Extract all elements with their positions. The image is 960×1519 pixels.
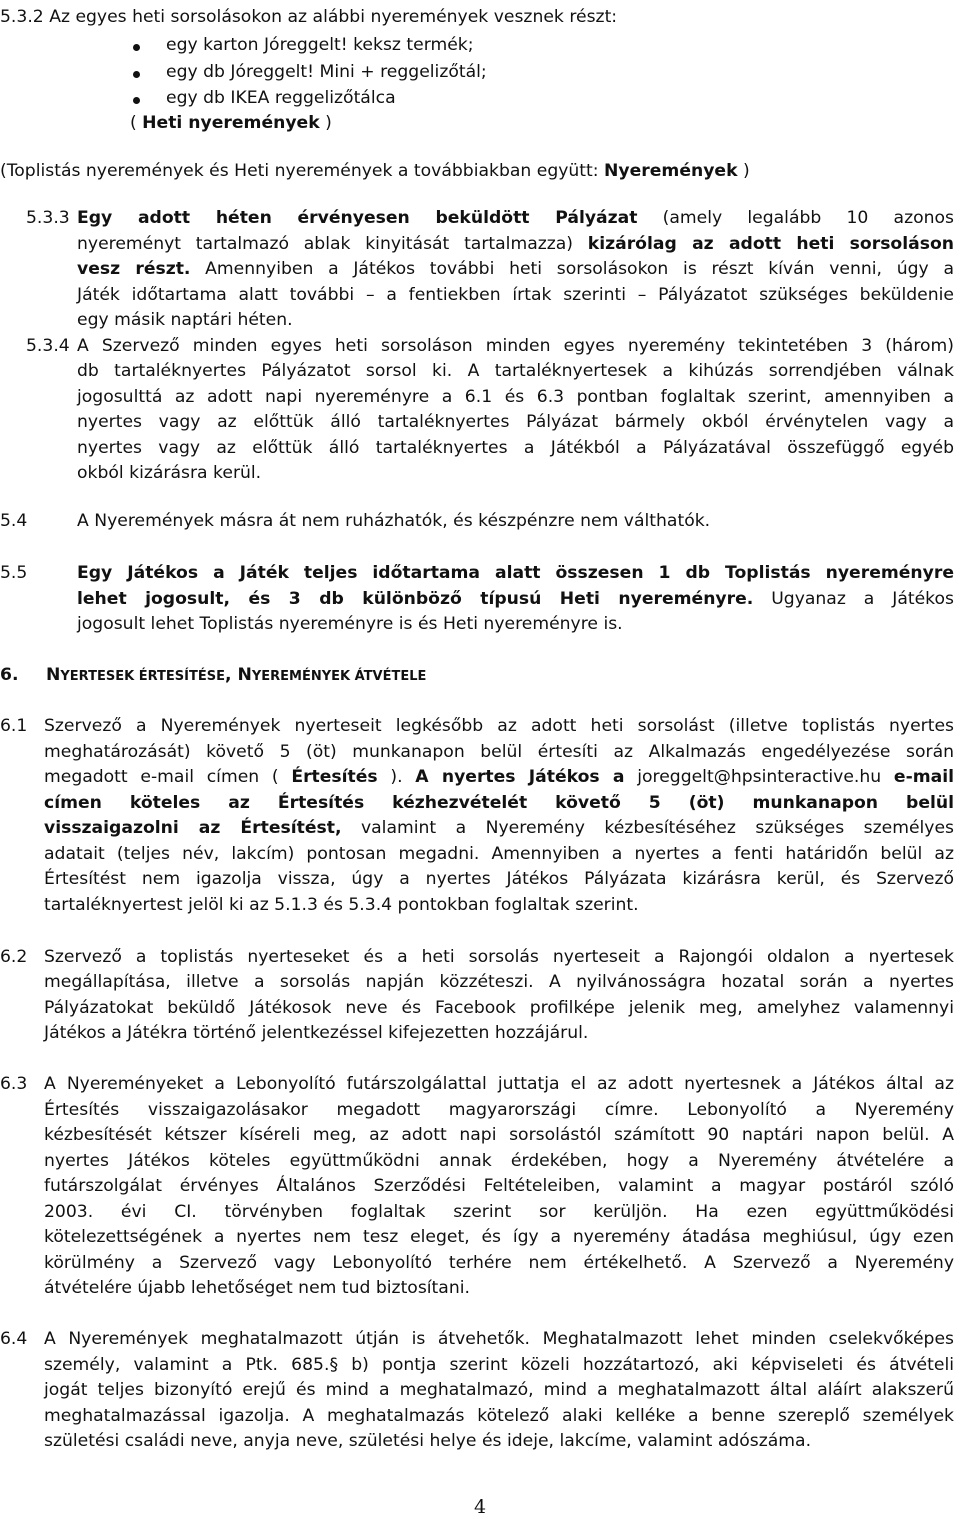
paragraph-line: Értesítést nem igazolja vissza, úgy a nyertes Játékos Pályázata kizárásra kerül, és Szervező <box>44 869 954 889</box>
paragraph-line: adatait (teljes név, lakcím) pontosan megadni. Amennyiben a nyertes a fenti határidőn belül az <box>44 844 954 864</box>
paragraph-line: A Szervező minden egyes heti sorsoláson minden egyes nyeremény tekintetében 3 (három) <box>77 336 954 356</box>
bullet-icon <box>133 44 140 51</box>
section-number: 6.3 <box>0 1074 28 1094</box>
paragraph-line: db tartaléknyertes Pályázatot sorsol ki. A tartaléknyertesek a kihúzás sorrendjében válnak <box>77 361 954 381</box>
paragraph-line: tartaléknyertest jelöl ki az 5.1.3 és 5.3.4 pontokban foglaltak szerint. <box>44 895 639 915</box>
section-number: 6.1 <box>0 716 28 736</box>
nyeremenyek-definition: (Toplistás nyeremények és Heti nyeremények a továbbiakban együtt: Nyeremények ) <box>0 161 750 181</box>
section-number: 5.3.4 <box>26 336 70 356</box>
paragraph-line: jogosulttá az adott napi nyereményre a 6.1 és 6.3 pontban foglaltak szerint, amennyiben a <box>77 387 954 407</box>
section-number: 5.4 <box>0 511 28 531</box>
section-number: 6. <box>0 665 19 685</box>
page-number: 4 <box>473 1496 487 1518</box>
paragraph-line: meghatalmazással igazolja. A meghatalmazás kötelező alaki kelléke a benne szereplő személyek <box>44 1406 954 1426</box>
paragraph-line: Pályázatokat beküldő Játékosok neve és Facebook profilképe jelenik meg, amelyhez valamennyi <box>44 998 954 1018</box>
paragraph-line: személy, valamint a Ptk. 685.§ b) pontja szerint közeli hozzátartozó, aki képviseleti és átvételi <box>44 1355 954 1375</box>
paragraph-line: Játékos a Játékra történő jelentkezéssel kifejezetten hozzájárul. <box>44 1023 589 1043</box>
paragraph-line: kötelezettségének a nyertes nem tesz eleget, és így a nyeremény átadása meghiúsul, úgy ezen <box>44 1227 954 1247</box>
paragraph-line: lehet jogosult, és 3 db különböző típusú Heti nyereményre. Ugyanaz a Játékos <box>77 589 954 609</box>
paragraph-line: meghatározását) követő 5 (öt) munkanapon belül értesíti az Alkalmazás engedélyezése során <box>44 742 954 762</box>
paragraph-line: Értesítés visszaigazolásakor megadott magyarországi címre. Lebonyolító a Nyeremény <box>44 1100 954 1120</box>
paragraph-line: nyertes vagy az előttük álló tartaléknyertes Pályázat bármely okból érvénytelen vagy a <box>77 412 954 432</box>
paragraph-line: A Nyeremények meghatalmazott útján is átvehetők. Meghatalmazott lehet minden cselekvőképes <box>44 1329 954 1349</box>
paragraph-line: visszaigazolni az Értesítést, valamint a Nyeremény kézbesítéséhez szükséges személyes <box>44 818 954 838</box>
paragraph-line: körülmény a Szervező vagy Lebonyolító terhére nem értékelhető. A Szervező a Nyeremény <box>44 1253 954 1273</box>
section-number: 5.5 <box>0 563 28 583</box>
paragraph-line: A Nyereményeket a Lebonyolító futárszolgálattal juttatja el az adott nyertesnek a Játékos által az <box>44 1074 954 1094</box>
paragraph-line: címen köteles az Értesítés kézhezvételét követő 5 (öt) munkanapon belül <box>44 793 954 813</box>
paragraph-line: 2003. évi CI. törvényben foglaltak szerint sor kerüljön. Ha ezen együttműködési <box>44 1202 954 1222</box>
section-number: 5.3.3 <box>26 208 70 228</box>
paragraph-line: Egy adott héten érvényesen beküldött Pályázat (amely legalább 10 azonos <box>77 208 954 228</box>
paragraph-line: futárszolgálat érvényes Általános Szerződési Feltételeiben, valamint a magyar postáról szóló <box>44 1176 954 1196</box>
paragraph-line: nyereményt tartalmazó ablak kinyitását tartalmazza) kizárólag az adott heti sorsoláson <box>77 234 954 254</box>
section-5-3-2-heading: 5.3.2 Az egyes heti sorsolásokon az alábbi nyeremények vesznek részt: <box>0 7 618 27</box>
list-item: egy db Jóreggelt! Mini + reggelizőtál; <box>166 62 487 82</box>
paragraph-line: jogát teljes bizonyító erejű és mind a meghatalmazó, mind a meghatalmazott által aláírt alakszerű <box>44 1380 954 1400</box>
paragraph-line: Játék időtartama alatt további – a fentiekben írtak szerinti – Pályázatot szükséges beküldenie <box>77 285 954 305</box>
paragraph-line: kézbesítését kétszer kíséreli meg, az adott napi sorsolástól számított 90 naptári napon belül. A <box>44 1125 954 1145</box>
list-item: egy db IKEA reggelizőtálca <box>166 88 396 108</box>
paragraph-line: egy másik naptári héten. <box>77 310 293 330</box>
paragraph-line: jogosult lehet Toplistás nyereményre is és Heti nyereményre is. <box>77 614 623 634</box>
paragraph-line: átvételére újabb lehetőséget nem tud biztosítani. <box>44 1278 470 1298</box>
section-number: 6.2 <box>0 947 28 967</box>
paragraph-line: nyertes Játékos köteles együttműködni annak érdekében, hogy a Nyeremény átvételére a <box>44 1151 954 1171</box>
paragraph-line: A Nyeremények másra át nem ruházhatók, és készpénzre nem válthatók. <box>77 511 711 531</box>
list-item: egy karton Jóreggelt! keksz termék; <box>166 35 474 55</box>
bullet-icon <box>133 97 140 104</box>
paragraph-line: okból kizárásra kerül. <box>77 463 262 483</box>
paragraph-line: megadott e-mail címen ( Értesítés ). A nyertes Játékos a joreggelt@hpsinteractive.hu e-mail <box>44 767 954 787</box>
paragraph-line: Szervező a Nyeremények nyerteseit legkésőbb az adott heti sorsolást (illetve toplistás nyertes <box>44 716 954 736</box>
bullet-icon <box>133 71 140 78</box>
paragraph-line: megállapítása, illetve a sorsolás napján közzéteszi. A nyilvánosságra hozatal során a nyertes <box>44 972 954 992</box>
paragraph-line: nyertes vagy az előttük álló tartaléknyertes a Játékból a Pályázatával összefüggő egyéb <box>77 438 954 458</box>
paragraph-line: vesz részt. Amennyiben a Játékos további heti sorsolásokon is részt kíván venni, úgy a <box>77 259 954 279</box>
paragraph-line: Egy Játékos a Játék teljes időtartama alatt összesen 1 db Toplistás nyereményre <box>77 563 954 583</box>
section-6-heading: NYERTESEK ÉRTESÍTÉSE, NYEREMÉNYEK ÁTVÉTELE <box>46 665 427 685</box>
paragraph-line: születési családi neve, anyja neve, születési helye és ideje, lakcíme, valamint adószáma. <box>44 1431 812 1451</box>
heti-nyeremenyek-definition: ( Heti nyeremények ) <box>130 113 332 133</box>
section-number: 6.4 <box>0 1329 28 1349</box>
paragraph-line: Szervező a toplistás nyerteseket és a heti sorsolás nyerteseit a Rajongói oldalon a nyertesek <box>44 947 954 967</box>
